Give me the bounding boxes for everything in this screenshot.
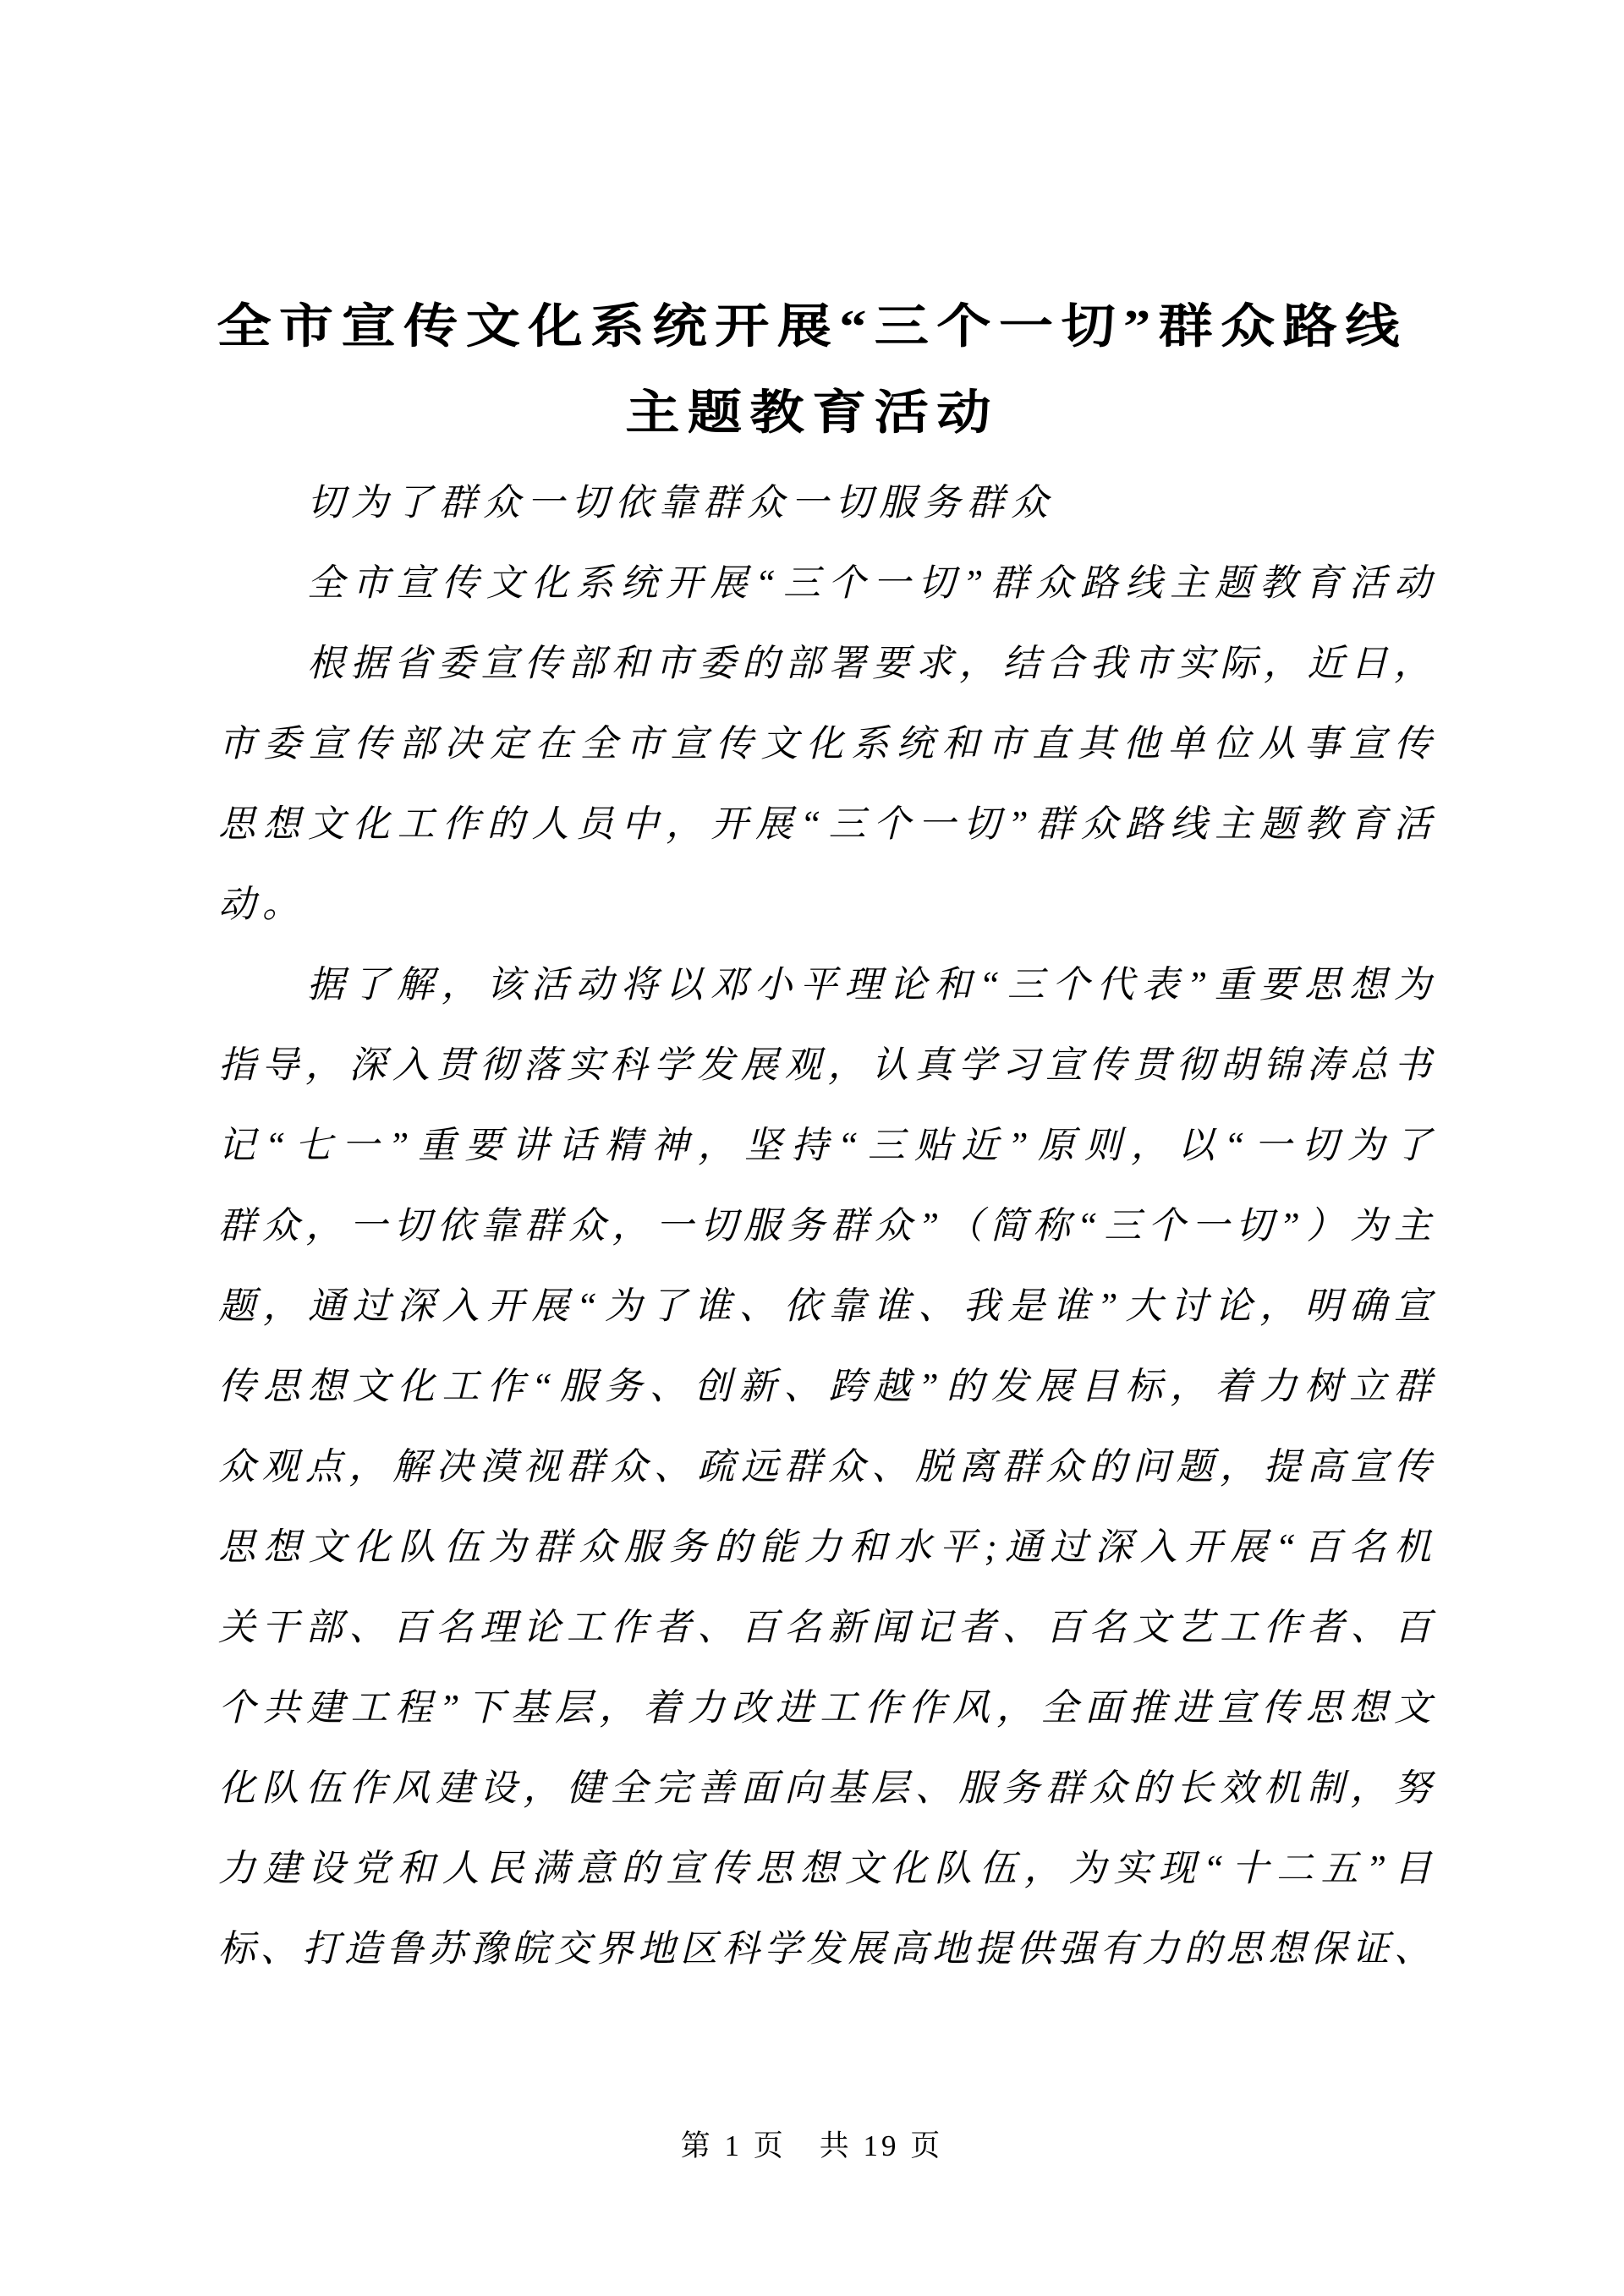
body-line: 关干部、百名理论工作者、百名新闻记者、百名文艺工作者、百 [218, 1607, 1431, 1648]
document-body [218, 463, 1431, 1989]
body-line: 市委宣传部决定在全市宣传文化系统和市直其他单位从事宣传 [218, 723, 1431, 764]
title-line-1: 全市宣传文化系统开展“三个一切”群众路线 [217, 301, 1407, 353]
body-line: 动。 [218, 884, 306, 925]
body-line: 思想文化队伍为群众服务的能力和水平;通过深入开展“百名机 [218, 1526, 1431, 1568]
body-line: 传思想文化工作“服务、创新、跨越”的发展目标，着力树立群 [218, 1366, 1431, 1407]
body-line: 据了解，该活动将以邓小平理论和“三个代表”重要思想为 [307, 964, 1431, 1006]
title-line-2: 主题教育活动 [625, 387, 999, 440]
page-number: 第 1 页 共 19 页 [680, 2129, 944, 2162]
body-line: 题，通过深入开展“为了谁、依靠谁、我是谁”大讨论，明确宣 [218, 1285, 1431, 1327]
body-line: 指导，深入贯彻落实科学发展观，认真学习宣传贯彻胡锦涛总书 [218, 1044, 1431, 1086]
body-line: 众观点，解决漠视群众、疏远群众、脱离群众的问题，提高宣传 [218, 1446, 1431, 1488]
document-title [0, 284, 1624, 457]
body-line: 思想文化工作的人员中，开展“三个一切”群众路线主题教育活 [218, 803, 1431, 845]
body-line: 化队伍作风建设，健全完善面向基层、服务群众的长效机制，努 [218, 1767, 1431, 1809]
body-line: 标、打造鲁苏豫皖交界地区科学发展高地提供强有力的思想保证、 [218, 1928, 1431, 1970]
body-line: 切为了群众一切依靠群众一切服务群众 [307, 482, 1055, 523]
body-line: 记“七一”重要讲话精神，坚持“三贴近”原则，以“一切为了 [218, 1125, 1431, 1166]
page-footer [0, 2126, 1624, 2167]
body-line: 个共建工程”下基层，着力改进工作作风，全面推进宣传思想文 [218, 1687, 1431, 1729]
body-line: 根据省委宣传部和市委的部署要求，结合我市实际，近日， [307, 643, 1431, 684]
body-line: 力建设党和人民满意的宣传思想文化队伍，为实现“十二五”目 [218, 1848, 1431, 1889]
body-line: 群众，一切依靠群众，一切服务群众”（简称“三个一切”）为主 [218, 1205, 1431, 1247]
body-line: 全市宣传文化系统开展“三个一切”群众路线主题教育活动 [307, 562, 1431, 604]
